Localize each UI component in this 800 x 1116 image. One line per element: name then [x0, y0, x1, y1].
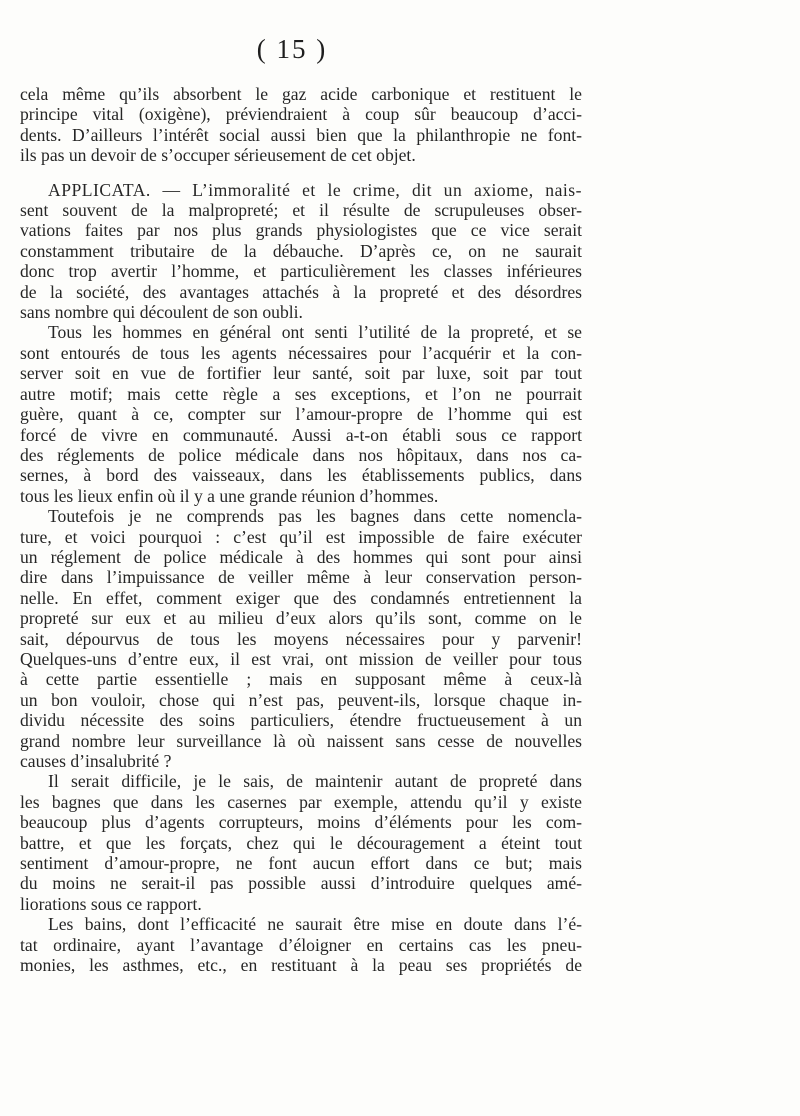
text-line: sont entourés de tous les agents nécessaires pour l’acquérir et la con-	[20, 342, 582, 363]
text-line: dividu nécessite des soins particuliers, étendre fructueusement à un	[20, 710, 582, 731]
paragraph-5	[20, 771, 582, 914]
text-line: sans nombre qui découlent de son oubli.	[20, 302, 303, 323]
page-number: ( 15 )	[256, 34, 328, 64]
text-line: Toutefois je ne comprends pas les bagnes dans cette nomencla-	[48, 506, 582, 527]
text-line: tous les lieux enfin où il y a une grande réunion d’hommes.	[20, 485, 439, 506]
text-line: ils pas un devoir de s’occuper sérieusement de cet objet.	[20, 145, 416, 166]
text-line: Quelques-uns d’entre eux, il est vrai, ont mission de veiller pour tous	[20, 648, 582, 669]
text-line: sernes, à bord des vaisseaux, dans les établissements publics, dans	[20, 465, 582, 486]
text-line: autre motif; mais cette règle a ses exceptions, et l’on ne pourrait	[20, 383, 582, 404]
text-line: Il serait difficile, je le sais, de maintenir autant de propreté dans	[48, 771, 582, 792]
text-line: sent souvent de la malpropreté; et il résulte de scrupuleuses obser-	[20, 200, 582, 221]
text-line: monies, les asthmes, etc., en restituant à la peau ses propriétés de	[20, 955, 582, 976]
text-line: APPLICATA. — L’immoralité et le crime, dit un axiome, nais-	[48, 179, 582, 200]
text-line: battre, et que les forçats, chez qui le découragement a éteint tout	[20, 832, 582, 853]
text-line: guère, quant à ce, compter sur l’amour-propre de l’homme qui est	[20, 404, 582, 425]
text-line: propreté sur eux et au milieu d’eux alors qu’ils sont, comme on le	[20, 608, 582, 629]
paragraph-4	[20, 506, 582, 771]
text-line: les bagnes que dans les casernes par exemple, attendu qu’il y existe	[20, 791, 582, 812]
text-line: nelle. En effet, comment exiger que des condamnés entretiennent la	[20, 587, 582, 608]
text-line: donc trop avertir l’homme, et particulièrement les classes inférieures	[20, 261, 582, 282]
text-line: tat ordinaire, ayant l’avantage d’éloigner en certains cas les pneu-	[20, 934, 582, 955]
paragraph-2	[20, 180, 582, 323]
text-line: vations faites par nos plus grands physiologistes que ce vice serait	[20, 220, 582, 241]
text-line: à cette partie essentielle ; mais en supposant même à ceux-là	[20, 669, 582, 690]
text-line: liorations sous ce rapport.	[20, 893, 202, 914]
paragraph-3	[20, 322, 582, 506]
body-text	[20, 84, 582, 975]
text-line: un bon vouloir, chose qui n’est pas, peuvent-ils, lorsque chaque in-	[20, 689, 582, 710]
text-line: Les bains, dont l’efficacité ne saurait être mise en doute dans l’é-	[48, 914, 582, 935]
text-line: beaucoup plus d’agents corrupteurs, moins d’éléments pour les com-	[20, 812, 582, 833]
text-line: principe vital (oxigène), préviendraient à coup sûr beaucoup d’acci-	[20, 104, 582, 125]
text-line: dire dans l’impuissance de veiller même à leur conservation person-	[20, 567, 582, 588]
text-line: sait, dépourvus de tous les moyens nécessaires pour y parvenir!	[20, 628, 582, 649]
text-line: un réglement de police médicale à des hommes qui sont pour ainsi	[20, 546, 582, 567]
text-line: server soit en vue de fortifier leur santé, soit par luxe, soit par tout	[20, 363, 582, 384]
text-line: forcé de vivre en communauté. Aussi a-t-on établi sous ce rapport	[20, 424, 582, 445]
text-line: constamment tributaire de la débauche. D’après ce, on ne saurait	[20, 240, 582, 261]
text-line: cela même qu’ils absorbent le gaz acide carbonique et restituent le	[20, 84, 582, 104]
paragraph-1	[20, 84, 582, 166]
text-line: Tous les hommes en général ont senti l’utilité de la propreté, et se	[48, 322, 582, 343]
text-line: des réglements de police médicale dans nos hôpitaux, dans nos ca-	[20, 444, 582, 465]
text-line: de la société, des avantages attachés à la propreté et des désordres	[20, 281, 582, 302]
text-line: grand nombre leur surveillance là où naissent sans cesse de nouvelles	[20, 730, 582, 751]
text-line: ture, et voici pourquoi : c’est qu’il est impossible de faire exécuter	[20, 526, 582, 547]
paragraph-6	[20, 914, 582, 975]
text-line: causes d’insalubrité ?	[20, 751, 172, 771]
text-line: sentiment d’amour-propre, ne font aucun effort dans ce but; mais	[20, 853, 582, 874]
text-line: du moins ne serait-il pas possible aussi d’introduire quelques amé-	[20, 873, 582, 894]
text-line: dents. D’ailleurs l’intérêt social aussi bien que la philanthropie ne font-	[20, 124, 582, 145]
paragraph-gap	[20, 166, 582, 180]
